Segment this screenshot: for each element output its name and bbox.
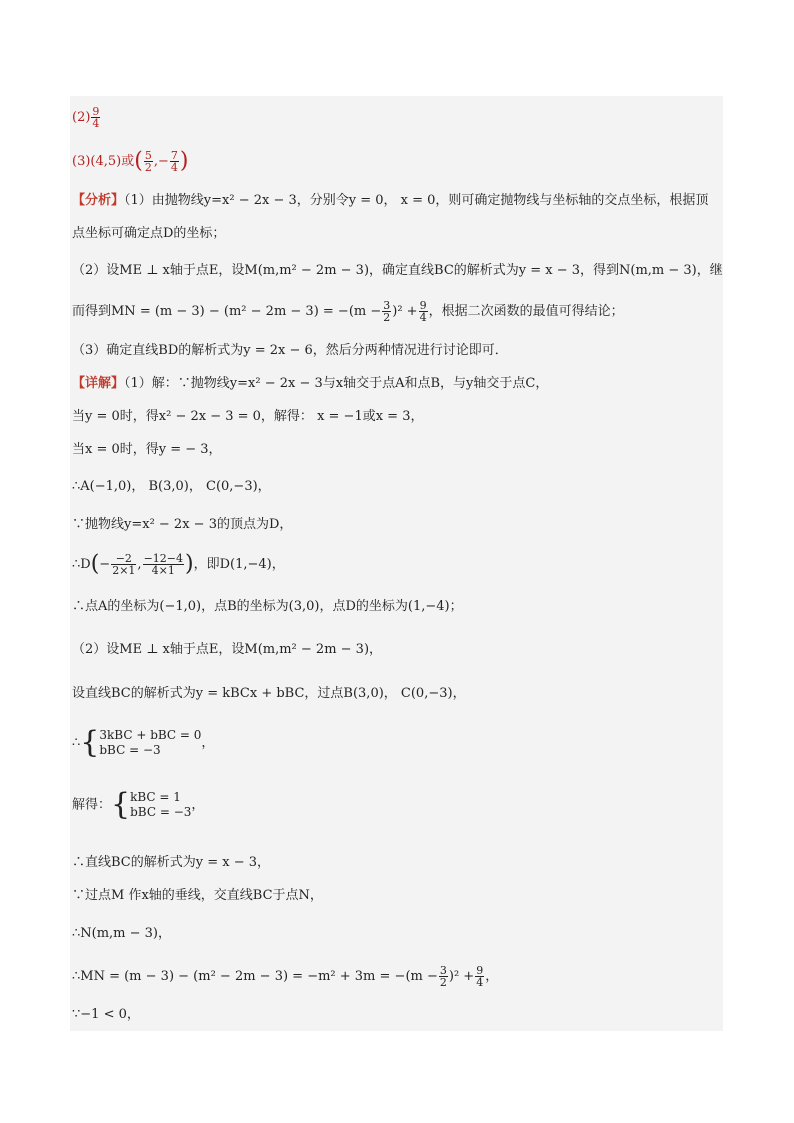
expr: ，根据二次函数的最值可得结论； (428, 304, 624, 319)
numerator: 9 (92, 105, 100, 118)
paren-close: ) (179, 148, 189, 174)
detail-line-9: 设直线BC的解析式为y = kBCx + bBC，过点B(3,0)， C(0,−3)， (72, 686, 466, 701)
detail-text: （1）解：∵抛物线y=x² − 2x − 3与x轴交于点A和点B，与y轴交于点C， (124, 376, 549, 391)
expr: (m − (348, 304, 382, 319)
denominator: 4×1 (151, 564, 175, 577)
detail-line-5: ∵抛物线y=x² − 2x − 3的顶点为D， (72, 517, 293, 532)
denominator: 4 (476, 976, 484, 989)
expr: (m − (405, 969, 438, 984)
equation-row: 3kBC + bBC = 0 (99, 728, 202, 742)
numerator: 9 (419, 299, 427, 312)
detail-line-6 (72, 553, 285, 576)
paren-open: ( (90, 551, 100, 577)
detail-line-12: ∴直线BC的解析式为y = x − 3， (72, 855, 271, 870)
detail-line-8: （2）设ME ⊥ x轴于点E，设M(m,m² − 2m − 3)， (72, 642, 383, 657)
expr: )² + (392, 304, 418, 319)
numerator: 3 (439, 964, 447, 977)
comma: ， (201, 735, 215, 751)
denominator: 2 (144, 161, 152, 174)
detail-line-14: ∴N(m,m − 3)， (72, 926, 172, 941)
denominator: 2 (383, 311, 391, 324)
numerator: 9 (476, 964, 484, 977)
expr: ∴MN = (m − 3) − (m² − 2m − 3) = −m² + 3m = − (72, 969, 406, 984)
brace: { (111, 787, 131, 822)
denominator: 2 (439, 976, 447, 989)
denominator: 4 (419, 311, 427, 324)
minus: − (99, 557, 111, 572)
numerator: 7 (170, 149, 178, 162)
analysis-text: （1）由抛物线y=x² − 2x − 3，分别令y = 0， x = 0，则可确定抛物线与坐标轴的交点坐标，根据顶 (124, 193, 709, 208)
denominator: 4 (92, 117, 100, 130)
paren-close: ) (185, 551, 194, 577)
paren-open: ( (134, 148, 143, 174)
fraction (382, 300, 391, 323)
analysis-line-3: （3）确定直线BD的解析式为y = 2x − 6，然后分两种情况进行讨论即可． (72, 343, 508, 358)
detail-line-15 (72, 965, 498, 988)
expr: ，即D(1,−4)， (193, 557, 285, 572)
analysis-line-2: （2）设ME ⊥ x轴于点E，设M(m,m² − 2m − 3)，确定直线BC的解析式为y = x − 3，得到N(m,m − 3)，继 (72, 263, 723, 278)
analysis-line-1 (72, 192, 708, 210)
detail-tag: 【详解】 (72, 376, 125, 391)
or-word: 或 (121, 154, 135, 169)
part-label: (3) (72, 154, 91, 169)
denominator: 2×1 (112, 564, 136, 577)
fraction (439, 965, 448, 988)
numerator: −2 (111, 553, 136, 565)
detail-line-10 (72, 725, 215, 760)
fraction (91, 106, 100, 129)
comma: , (137, 557, 142, 572)
fraction (144, 150, 153, 173)
detail-line-13: ∵过点M 作x轴的垂线，交直线BC于点N， (72, 888, 323, 903)
equation-system (99, 728, 201, 758)
equation-row: kBC = 1 (130, 790, 181, 804)
brace: { (80, 725, 100, 760)
analysis-tag: 【分析】 (72, 193, 125, 208)
part-label: (2) (72, 110, 91, 125)
fraction (475, 965, 484, 988)
detail-line-7: ∴点A的坐标为(−1,0)，点B的坐标为(3,0)，点D的坐标为(1,−4)； (72, 599, 463, 614)
equation-row: bBC = −3 (99, 743, 161, 757)
expr: )² + (448, 969, 475, 984)
equation-row: bBC = −3 (130, 805, 192, 819)
detail-line-11 (72, 787, 205, 822)
expr: ， (485, 969, 499, 984)
analysis-line-2b (72, 300, 624, 323)
solve-label: 解得： (72, 797, 112, 813)
analysis-line-1b: 点坐标可确定点D的坐标； (72, 226, 226, 241)
numerator: −12−4 (143, 552, 183, 565)
equation-system (130, 790, 191, 820)
therefore: ∴ (72, 735, 81, 751)
fraction (170, 150, 179, 173)
expr: ∴D (72, 557, 91, 572)
comma: ， (191, 797, 205, 813)
answer-part-2 (72, 106, 101, 129)
detail-line-16: ∵−1 < 0， (72, 1007, 140, 1022)
detail-line-4: ∴A(−1,0)， B(3,0)， C(0,−3)， (72, 479, 271, 494)
expr: 而得到MN = (m − 3) − (m² − 2m − 3) = − (72, 304, 349, 319)
numerator: 3 (383, 299, 391, 312)
numerator: 5 (144, 149, 152, 162)
detail-line-1 (72, 375, 548, 393)
fraction (143, 553, 184, 576)
separator: ,− (153, 154, 169, 169)
fraction (111, 553, 136, 576)
denominator: 4 (170, 161, 178, 174)
detail-line-2: 当y = 0时，得x² − 2x − 3 = 0，解得： x = −1或x = 3， (72, 409, 424, 424)
answer-part-3 (72, 150, 188, 173)
detail-line-3: 当x = 0时，得y = − 3， (72, 442, 222, 457)
fraction (419, 300, 428, 323)
point-1: (4,5) (90, 154, 122, 169)
